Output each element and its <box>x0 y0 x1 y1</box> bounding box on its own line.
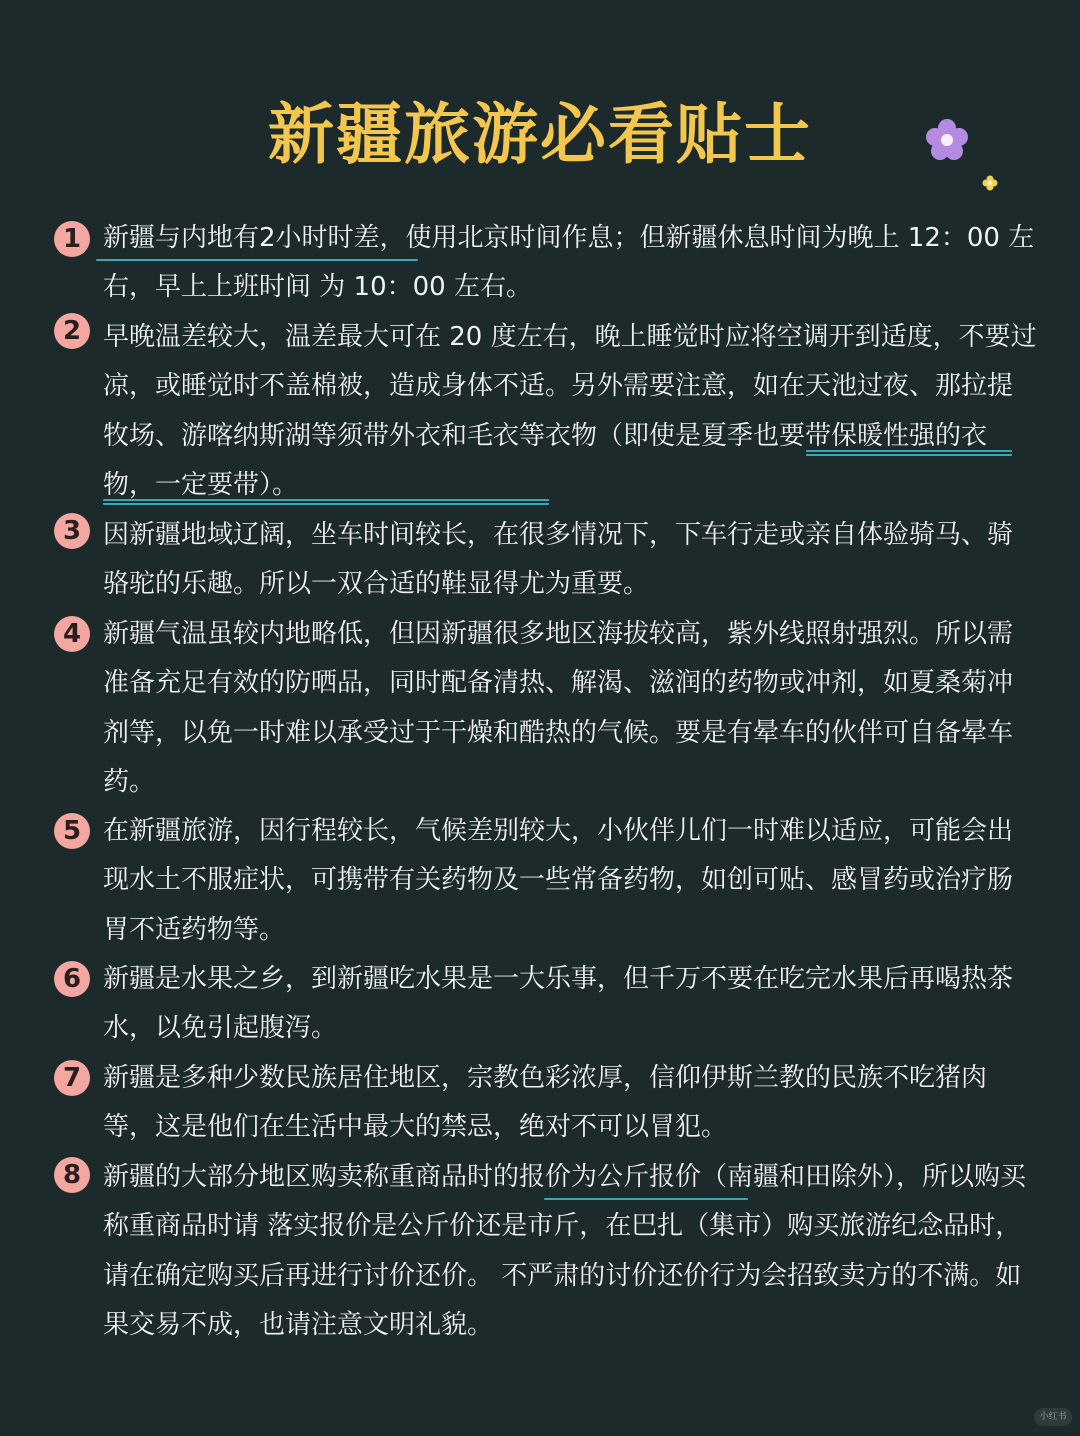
tip-text: 在新疆旅游，因行程较长，气候差别较大，小伙伴儿们一时难以适应，可能会出现水土不服症状，可携带有关药物及一些常备药物，如创可贴、感冒药或治疗肠胃不适药物等。 <box>103 816 1014 945</box>
highlight-underline <box>103 499 549 505</box>
tip-number-badge: 5 <box>54 813 90 849</box>
tip-number-badge: 4 <box>54 616 90 652</box>
tip-text: 新疆与内地有2小时时差，使用北京时间作息；但新疆休息时间为晚上 12：00 左右，早上上班时间 为 10：00 左右。 <box>103 223 1035 303</box>
tip-number-badge: 1 <box>54 221 90 257</box>
tip-number-badge: 2 <box>54 313 90 349</box>
tip-number-badge: 6 <box>54 961 90 997</box>
tip-text: 新疆气温虽较内地略低，但因新疆很多地区海拔较高，紫外线照射强烈。所以需准备充足有效的防晒品，同时配备清热、解渴、滋润的药物或冲剂，如夏桑菊冲剂等，以免一时难以承受过于干燥和酷热的气候。要是有晕车的伙伴可自备晕车药。 <box>103 619 1014 798</box>
page-title: 新疆旅游必看贴士 <box>268 96 812 173</box>
watermark-badge: 小红书 <box>1034 1408 1072 1426</box>
tip-number-badge: 8 <box>54 1157 90 1193</box>
highlight-underline <box>544 1198 748 1200</box>
tip-number-badge: 3 <box>54 513 90 549</box>
tip-text: 新疆的大部分地区购卖称重商品时的报价为公斤报价（南疆和田除外），所以购买称重商品时请 落实报价是公斤价还是市斤，在巴扎（集市）购买旅游纪念品时，请在确定购买后再进行讨价还价。 不严肃的讨价还价行为会招致卖方的不满。如果交易不成，也请注意文明礼貌。 <box>103 1162 1027 1341</box>
tip-text: 因新疆地域辽阔，坐车时间较长，在很多情况下，下车行走或亲自体验骑马、骑骆驼的乐趣。所以一双合适的鞋显得尤为重要。 <box>103 520 1014 600</box>
tip-number-badge: 7 <box>54 1060 90 1096</box>
highlight-underline <box>806 450 1012 456</box>
tip-text: 新疆是水果之乡，到新疆吃水果是一大乐事，但千万不要在吃完水果后再喝热茶水，以免引起腹泻。 <box>103 964 1014 1044</box>
yellow-flower-icon <box>982 175 998 191</box>
tip-text: 早晚温差较大，温差最大可在 20 度左右，晚上睡觉时应将空调开到适度，不要过凉，或睡觉时不盖棉被，造成身体不适。另外需要注意，如在天池过夜、那拉提牧场、游喀纳斯湖等须带外衣和毛衣等衣物（即使是夏季也要带保暖性强的衣物，一定要带）。 <box>103 322 1037 501</box>
tip-text: 新疆是多种少数民族居住地区，宗教色彩浓厚，信仰伊斯兰教的民族不吃猪肉等，这是他们在生活中最大的禁忌，绝对不可以冒犯。 <box>103 1063 988 1143</box>
purple-flower-icon <box>924 117 970 163</box>
highlight-underline <box>96 259 418 261</box>
